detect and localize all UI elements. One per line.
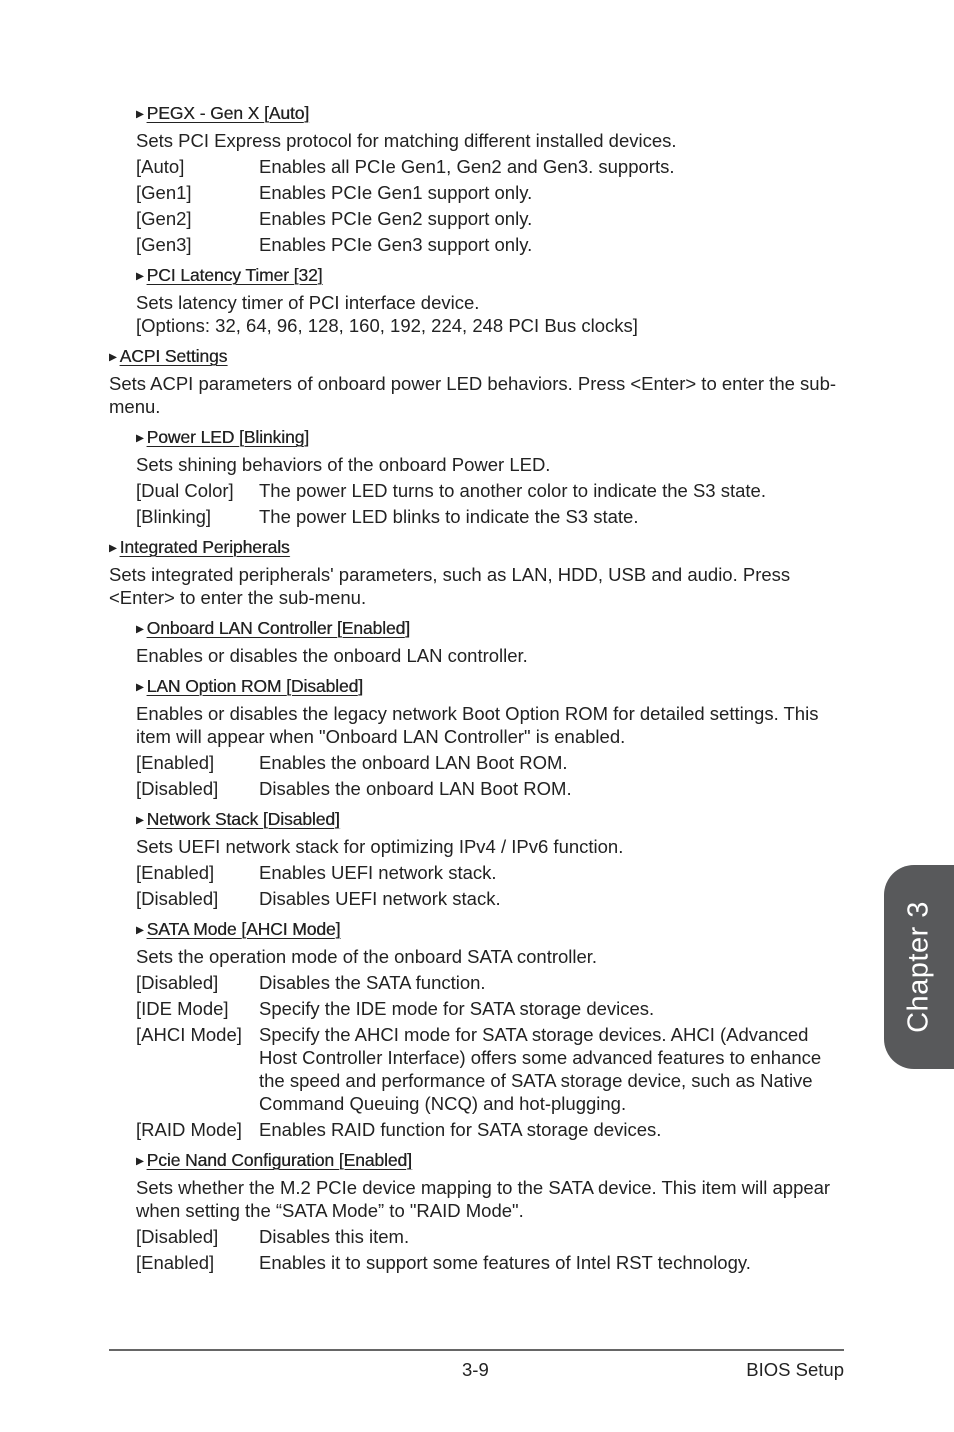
option-row bbox=[136, 479, 849, 502]
setting-section bbox=[136, 264, 849, 337]
option-row bbox=[136, 971, 849, 994]
option-row bbox=[136, 777, 849, 800]
option-row bbox=[136, 1023, 849, 1115]
setting-section bbox=[136, 675, 849, 800]
setting-heading bbox=[109, 345, 849, 369]
setting-description: Sets UEFI network stack for optimizing IPv4 / IPv6 function. bbox=[136, 836, 624, 857]
chapter-label: Chapter 3 bbox=[902, 901, 935, 1033]
option-row bbox=[136, 233, 849, 256]
setting-heading bbox=[136, 617, 849, 641]
option-value: The power LED turns to another color to indicate the S3 state. bbox=[259, 480, 766, 501]
triangle-bullet-icon: ▶ bbox=[136, 682, 144, 693]
option-key: [IDE Mode] bbox=[136, 998, 229, 1019]
option-value: Enables it to support some features of Intel RST technology. bbox=[259, 1252, 751, 1273]
setting-title: Integrated Peripherals bbox=[119, 537, 290, 557]
option-value: Disables the SATA function. bbox=[259, 972, 486, 993]
triangle-bullet-icon: ▶ bbox=[109, 543, 117, 554]
setting-section bbox=[136, 1149, 849, 1274]
option-row bbox=[136, 751, 849, 774]
setting-heading bbox=[136, 808, 849, 832]
document-body bbox=[109, 102, 849, 1282]
option-key: [Dual Color] bbox=[136, 480, 234, 501]
setting-section bbox=[136, 102, 849, 256]
triangle-bullet-icon: ▶ bbox=[109, 352, 117, 363]
option-row bbox=[136, 207, 849, 230]
option-row bbox=[136, 1118, 849, 1141]
page-number: 3-9 bbox=[462, 1359, 489, 1380]
option-value: Disables this item. bbox=[259, 1226, 410, 1247]
triangle-bullet-icon: ▶ bbox=[136, 624, 144, 635]
setting-description: Sets the operation mode of the onboard SATA controller. bbox=[136, 946, 598, 967]
triangle-bullet-icon: ▶ bbox=[136, 433, 144, 444]
setting-title: SATA Mode [AHCI Mode] bbox=[146, 919, 341, 939]
option-value: Enables all PCIe Gen1, Gen2 and Gen3. supports. bbox=[259, 156, 675, 177]
setting-title: Pcie Nand Configuration [Enabled] bbox=[146, 1150, 412, 1170]
setting-title: Network Stack [Disabled] bbox=[146, 809, 340, 829]
option-key: [AHCI Mode] bbox=[136, 1024, 242, 1045]
setting-section bbox=[109, 345, 849, 418]
option-key: [Enabled] bbox=[136, 752, 215, 773]
setting-section bbox=[109, 536, 849, 609]
option-key: [RAID Mode] bbox=[136, 1119, 242, 1140]
option-row bbox=[136, 997, 849, 1020]
setting-title: Power LED [Blinking] bbox=[146, 427, 309, 447]
setting-title: Onboard LAN Controller [Enabled] bbox=[146, 618, 410, 638]
setting-heading bbox=[136, 675, 849, 699]
option-key: [Auto] bbox=[136, 156, 185, 177]
setting-section bbox=[136, 808, 849, 910]
setting-heading bbox=[136, 1149, 849, 1173]
option-row bbox=[136, 181, 849, 204]
triangle-bullet-icon: ▶ bbox=[136, 271, 144, 282]
setting-section bbox=[136, 617, 849, 667]
option-key: [Enabled] bbox=[136, 862, 215, 883]
option-key: [Blinking] bbox=[136, 506, 212, 527]
option-row bbox=[136, 1225, 849, 1248]
option-value: Enables RAID function for SATA storage devices. bbox=[259, 1119, 662, 1140]
setting-description: Sets latency timer of PCI interface device. [Options: 32, 64, 96, 128, 160, 192, 224, 248 PCI Bus clocks] bbox=[136, 292, 638, 336]
option-key: [Disabled] bbox=[136, 888, 219, 909]
option-value: Disables UEFI network stack. bbox=[259, 888, 501, 909]
option-row bbox=[136, 861, 849, 884]
option-value: Enables PCIe Gen2 support only. bbox=[259, 208, 533, 229]
option-value: Specify the IDE mode for SATA storage devices. bbox=[259, 998, 655, 1019]
option-key: [Gen1] bbox=[136, 182, 192, 203]
triangle-bullet-icon: ▶ bbox=[136, 815, 144, 826]
setting-title: LAN Option ROM [Disabled] bbox=[146, 676, 363, 696]
chapter-tab bbox=[884, 865, 954, 1069]
option-value: Enables the onboard LAN Boot ROM. bbox=[259, 752, 568, 773]
setting-heading bbox=[136, 918, 849, 942]
option-value: Enables UEFI network stack. bbox=[259, 862, 497, 883]
footer-title: BIOS Setup bbox=[746, 1359, 844, 1380]
setting-title: PEGX - Gen X [Auto] bbox=[146, 103, 310, 123]
option-key: [Disabled] bbox=[136, 778, 219, 799]
setting-description: Enables or disables the onboard LAN controller. bbox=[136, 645, 528, 666]
setting-section bbox=[136, 426, 849, 528]
triangle-bullet-icon: ▶ bbox=[136, 925, 144, 936]
option-key: [Disabled] bbox=[136, 1226, 219, 1247]
setting-heading bbox=[136, 264, 849, 288]
option-row bbox=[136, 505, 849, 528]
option-value: The power LED blinks to indicate the S3 state. bbox=[259, 506, 639, 527]
option-value: Enables PCIe Gen3 support only. bbox=[259, 234, 533, 255]
setting-description: Sets whether the M.2 PCIe device mapping to the SATA device. This item will appear when setting the “SATA Mode” to "RAID Mode". bbox=[136, 1177, 831, 1221]
setting-heading bbox=[109, 536, 849, 560]
footer-divider bbox=[109, 1349, 844, 1351]
option-value: Enables PCIe Gen1 support only. bbox=[259, 182, 533, 203]
option-key: [Gen3] bbox=[136, 234, 192, 255]
option-row bbox=[136, 1251, 849, 1274]
setting-heading bbox=[136, 102, 849, 126]
triangle-bullet-icon: ▶ bbox=[136, 109, 144, 120]
setting-description: Sets PCI Express protocol for matching different installed devices. bbox=[136, 130, 677, 151]
setting-description: Sets integrated peripherals' parameters, such as LAN, HDD, USB and audio. Press <Enter> to enter the sub-menu. bbox=[109, 564, 791, 608]
option-key: [Gen2] bbox=[136, 208, 192, 229]
setting-title: PCI Latency Timer [32] bbox=[146, 265, 323, 285]
setting-description: Enables or disables the legacy network Boot Option ROM for detailed settings. This item will appear when "Onboard LAN Controller" is enabled. bbox=[136, 703, 819, 747]
option-value: Disables the onboard LAN Boot ROM. bbox=[259, 778, 572, 799]
option-row bbox=[136, 887, 849, 910]
setting-description: Sets shining behaviors of the onboard Power LED. bbox=[136, 454, 551, 475]
option-row bbox=[136, 155, 849, 178]
option-value: Specify the AHCI mode for SATA storage devices. AHCI (Advanced Host Controller Interface) offers some advanced features to enhance the speed and performance of SATA storage device, such as Native Command Queuing (NCQ) and hot-plugging. bbox=[259, 1024, 822, 1114]
setting-section bbox=[136, 918, 849, 1141]
setting-description: Sets ACPI parameters of onboard power LED behaviors. Press <Enter> to enter the sub-menu. bbox=[109, 373, 837, 417]
setting-title: ACPI Settings bbox=[119, 346, 228, 366]
triangle-bullet-icon: ▶ bbox=[136, 1156, 144, 1167]
setting-heading bbox=[136, 426, 849, 450]
option-key: [Enabled] bbox=[136, 1252, 215, 1273]
option-key: [Disabled] bbox=[136, 972, 219, 993]
